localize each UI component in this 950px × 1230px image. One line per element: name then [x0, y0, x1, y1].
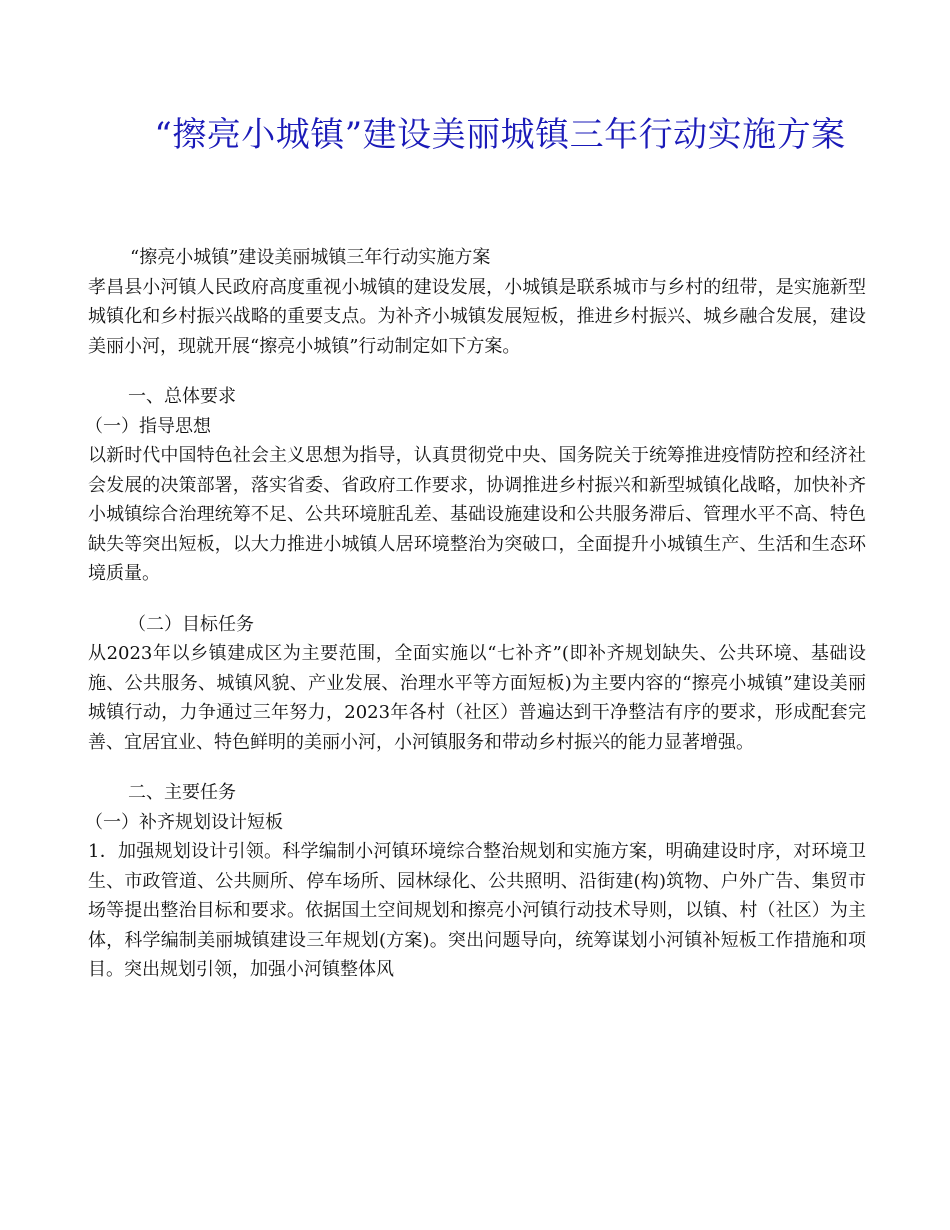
- subsection-heading-targets: （二）目标任务: [128, 613, 254, 635]
- document-body: [85, 243, 866, 985]
- planning-item-paragraph: 1．加强规划设计引领。科学编制小河镇环境综合整治规划和实施方案，明确建设时序，对环境卫生、市政管道、公共厕所、停车场所、园林绿化、公共照明、沿街建(构)筑物、户外广告、集贸市场等提出整治目标和要求。依据国土空间规划和擦亮小河镇行动技术导则，以镇、村（社区）为主体，科学编制美丽城镇建设三年规划(方案)。突出问题导向，统筹谋划小河镇补短板工作措施和项目。突出规划引领，加强小河镇整体风: [88, 841, 866, 980]
- targets-paragraph: 从2023年以乡镇建成区为主要范围，全面实施以“七补齐”(即补齐规划缺失、公共环境、基础设施、公共服务、城镇风貌、产业发展、治理水平等方面短板)为主要内容的“擦亮小城镇”建设美丽城镇行动，力争通过三年努力，2023年各村（社区）普遍达到干净整洁有序的要求，形成配套完善、宜居宜业、特色鲜明的美丽小河，小河镇服务和带动乡村振兴的能力显著增强。: [88, 643, 866, 753]
- subsection-heading-guiding-ideology: （一）指导思想: [85, 415, 211, 437]
- guiding-ideology-paragraph: 以新时代中国特色社会主义思想为指导，认真贯彻党中央、国务院关于统筹推进疫情防控和经济社会发展的决策部署，落实省委、省政府工作要求，协调推进乡村振兴和新型城镇化战略，加快补齐小城镇综合治理统筹不足、公共环境脏乱差、基础设施建设和公共服务滞后、管理水平不高、特色缺失等突出短板，以大力推进小城镇人居环境整治为突破口，全面提升小城镇生产、生活和生态环境质量。: [88, 445, 866, 584]
- subsection-heading-planning: （一）补齐规划设计短板: [85, 811, 283, 833]
- intro-paragraph: 孝昌县小河镇人民政府高度重视小城镇的建设发展，小城镇是联系城市与乡村的纽带，是实施新型城镇化和乡村振兴战略的重要支点。为补齐小城镇发展短板，推进乡村振兴、城乡融合发展，建设美丽小河，现就开展“擦亮小城镇”行动制定如下方案。: [88, 276, 866, 357]
- document-title: “擦亮小城镇”建设美丽城镇三年行动实施方案: [154, 115, 846, 155]
- section-heading-main-tasks: 二、主要任务: [128, 782, 236, 803]
- section-heading-general-requirements: 一、总体要求: [128, 386, 236, 407]
- subtitle-line: “擦亮小城镇”建设美丽城镇三年行动实施方案: [130, 247, 491, 268]
